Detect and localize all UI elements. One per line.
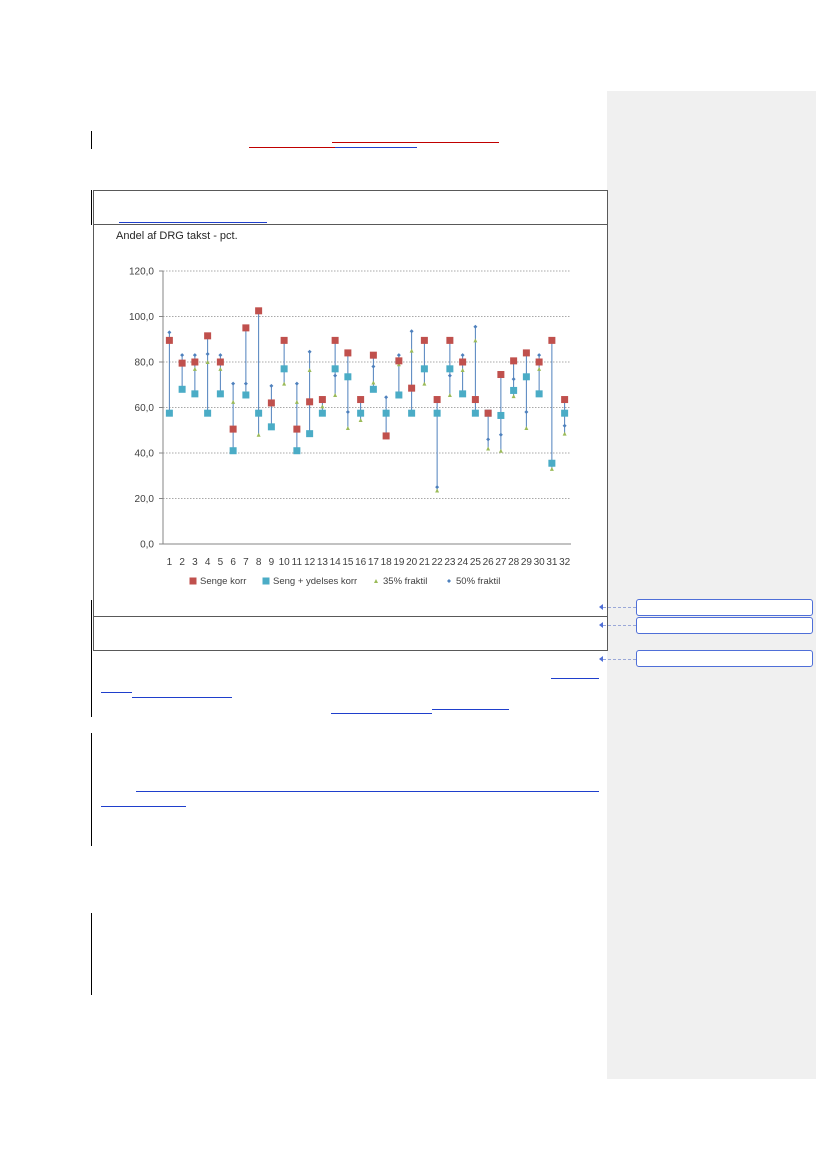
data-point	[166, 410, 172, 416]
data-point	[434, 397, 440, 403]
x-tick-label: 25	[469, 557, 481, 568]
x-tick-label: 29	[520, 557, 532, 568]
data-point	[231, 400, 235, 404]
comment-arrow-icon	[599, 656, 603, 662]
x-tick-label: 31	[546, 557, 558, 568]
data-point	[217, 391, 223, 397]
data-point	[179, 386, 185, 392]
y-tick-label: 40,0	[134, 448, 154, 460]
tracked-change-line	[331, 713, 432, 714]
x-tick-label: 30	[533, 557, 545, 568]
x-tick-label: 23	[444, 557, 456, 568]
legend-label: Seng + ydelses korr	[273, 576, 358, 587]
figure-box-separator	[93, 616, 608, 617]
data-point	[396, 392, 402, 398]
data-point	[218, 367, 222, 371]
data-point	[396, 358, 402, 364]
data-point	[537, 367, 541, 371]
tracked-change-line	[335, 147, 417, 148]
x-tick-label: 28	[508, 557, 520, 568]
x-tick-label: 15	[342, 557, 354, 568]
data-point	[268, 400, 274, 406]
data-point	[371, 380, 375, 384]
data-point	[499, 433, 503, 437]
data-point	[217, 359, 223, 365]
data-point	[180, 353, 184, 357]
x-axis-ticks	[167, 557, 571, 568]
comment-connector	[603, 659, 636, 660]
x-tick-label: 7	[243, 557, 249, 568]
data-point	[295, 382, 299, 386]
data-point	[435, 485, 439, 489]
grid	[159, 271, 571, 544]
data-point	[422, 382, 426, 386]
data-point	[295, 400, 299, 404]
data-point	[511, 358, 517, 364]
tracked-change-line	[249, 147, 335, 148]
data-point	[193, 353, 197, 357]
data-point	[370, 352, 376, 358]
data-point	[563, 432, 567, 436]
data-point	[206, 352, 210, 356]
data-point	[345, 350, 351, 356]
data-point	[333, 374, 337, 378]
data-point	[205, 410, 211, 416]
data-point	[550, 467, 554, 471]
x-tick-label: 4	[204, 557, 211, 568]
data-point	[472, 410, 478, 416]
x-tick-label: 32	[559, 557, 571, 568]
comment-balloon[interactable]	[636, 617, 813, 634]
data-point	[435, 489, 439, 493]
tracked-change-line	[332, 142, 499, 143]
data-point	[523, 350, 529, 356]
data-point	[256, 308, 262, 314]
data-point	[549, 337, 555, 343]
data-point	[511, 387, 517, 393]
data-point	[192, 359, 198, 365]
legend-label: Senge korr	[200, 576, 247, 587]
data-point	[307, 399, 313, 405]
y-tick-label: 80,0	[134, 357, 154, 369]
data-point	[319, 410, 325, 416]
data-point	[562, 397, 568, 403]
data-point	[549, 460, 555, 466]
data-point	[346, 426, 350, 430]
data-point	[358, 397, 364, 403]
change-bar	[91, 600, 92, 717]
data-point	[421, 337, 427, 343]
tracked-change-line	[551, 678, 599, 679]
data-point	[485, 410, 491, 416]
comment-connector	[603, 607, 636, 608]
data-point	[294, 426, 300, 432]
data-point	[473, 338, 477, 342]
figure-box-separator	[93, 224, 608, 225]
data-point	[498, 372, 504, 378]
data-point	[434, 410, 440, 416]
data-point	[333, 393, 337, 397]
x-tick-label: 8	[255, 557, 262, 568]
y-tick-label: 0,0	[140, 539, 154, 551]
data-point	[230, 426, 236, 432]
change-bar	[91, 733, 92, 846]
data-point	[498, 412, 504, 418]
data-point	[359, 418, 363, 422]
x-tick-label: 12	[304, 557, 316, 568]
data-point	[486, 437, 490, 441]
change-bar	[91, 190, 92, 225]
data-point	[218, 353, 222, 357]
data-point	[448, 374, 452, 378]
x-tick-label: 24	[457, 557, 469, 568]
comment-arrow-icon	[599, 604, 603, 610]
data-point	[269, 384, 273, 388]
x-tick-label: 2	[179, 557, 185, 568]
data-point	[193, 367, 197, 371]
legend-marker	[263, 578, 269, 584]
data-point	[268, 424, 274, 430]
x-tick-label: 18	[380, 557, 392, 568]
data-point	[499, 449, 503, 453]
data-point	[345, 374, 351, 380]
data-point	[231, 382, 235, 386]
data-point	[257, 433, 261, 437]
data-point	[205, 333, 211, 339]
data-point	[409, 410, 415, 416]
change-bar	[91, 131, 92, 149]
y-tick-label: 100,0	[128, 312, 154, 323]
data-point	[281, 366, 287, 372]
legend-label: 35% fraktil	[383, 576, 428, 587]
x-tick-label: 14	[329, 557, 341, 568]
data-point	[409, 385, 415, 391]
x-tick-label: 20	[406, 557, 418, 568]
data-point	[461, 353, 465, 357]
data-point	[307, 431, 313, 437]
x-tick-label: 11	[291, 557, 303, 568]
data-point	[358, 410, 364, 416]
data-point	[370, 386, 376, 392]
data-point	[230, 448, 236, 454]
x-tick-label: 26	[482, 557, 494, 568]
data-point	[473, 325, 477, 329]
data-point	[536, 391, 542, 397]
comment-pane	[607, 91, 816, 1079]
x-tick-label: 27	[495, 557, 507, 568]
data-point	[562, 410, 568, 416]
data-point	[192, 391, 198, 397]
data-point	[346, 410, 350, 414]
data-point	[308, 368, 312, 372]
data-point	[448, 393, 452, 397]
change-bar	[91, 913, 92, 995]
data-point	[512, 394, 516, 398]
data-point	[332, 366, 338, 372]
x-tick-label: 1	[166, 557, 173, 568]
chart-title: Andel af DRG takst - pct.	[116, 230, 238, 242]
tracked-change-line	[432, 709, 509, 710]
y-axis-ticks	[129, 267, 154, 551]
x-tick-label: 16	[355, 557, 367, 568]
y-tick-label: 60,0	[134, 403, 154, 414]
data-point	[563, 424, 567, 428]
legend-marker	[447, 579, 451, 583]
x-tick-label: 13	[316, 557, 328, 568]
x-tick-label: 21	[418, 557, 430, 568]
x-tick-label: 9	[268, 557, 275, 568]
tracked-change-line	[132, 697, 232, 698]
chart	[93, 244, 606, 594]
data-point	[308, 350, 312, 354]
markers	[166, 308, 567, 493]
data-point	[410, 329, 414, 333]
range-lines	[169, 311, 564, 491]
x-tick-label: 5	[217, 557, 224, 568]
data-point	[524, 410, 528, 414]
data-point	[243, 392, 249, 398]
data-point	[460, 359, 466, 365]
data-point	[256, 410, 262, 416]
data-point	[384, 395, 388, 399]
data-point	[460, 391, 466, 397]
x-tick-label: 22	[431, 557, 443, 568]
data-point	[524, 426, 528, 430]
data-point	[282, 382, 286, 386]
data-point	[461, 368, 465, 372]
x-tick-label: 19	[393, 557, 405, 568]
comment-balloon[interactable]	[636, 650, 813, 667]
data-point	[371, 365, 375, 369]
data-point	[512, 377, 516, 381]
data-point	[447, 366, 453, 372]
comment-balloon[interactable]	[636, 599, 813, 616]
data-point	[294, 448, 300, 454]
x-tick-label: 10	[278, 557, 290, 568]
data-point	[281, 337, 287, 343]
comment-arrow-icon	[599, 622, 603, 628]
data-point	[243, 325, 249, 331]
legend-marker	[190, 578, 196, 584]
data-point	[332, 337, 338, 343]
legend-label: 50% fraktil	[456, 576, 501, 587]
tracked-change-line	[101, 806, 186, 807]
y-tick-label: 20,0	[134, 494, 154, 505]
data-point	[320, 404, 324, 408]
data-point	[447, 337, 453, 343]
data-point	[472, 397, 478, 403]
data-point	[537, 353, 541, 357]
y-tick-label: 120,0	[128, 266, 154, 278]
data-point	[421, 366, 427, 372]
tracked-change-line	[136, 791, 599, 792]
x-tick-label: 3	[192, 557, 198, 568]
data-point	[244, 382, 248, 386]
data-point	[179, 360, 185, 366]
data-point	[383, 410, 389, 416]
data-point	[397, 353, 401, 357]
legend	[190, 576, 500, 587]
data-point	[167, 330, 171, 334]
data-point	[319, 397, 325, 403]
x-tick-label: 17	[367, 557, 379, 568]
data-point	[410, 349, 414, 353]
data-point	[523, 374, 529, 380]
data-point	[536, 359, 542, 365]
x-tick-label: 6	[230, 557, 236, 568]
data-point	[383, 433, 389, 439]
legend-marker	[374, 579, 378, 583]
data-point	[166, 337, 172, 343]
comment-connector	[603, 625, 636, 626]
tracked-change-line	[101, 692, 132, 693]
data-point	[486, 446, 490, 450]
